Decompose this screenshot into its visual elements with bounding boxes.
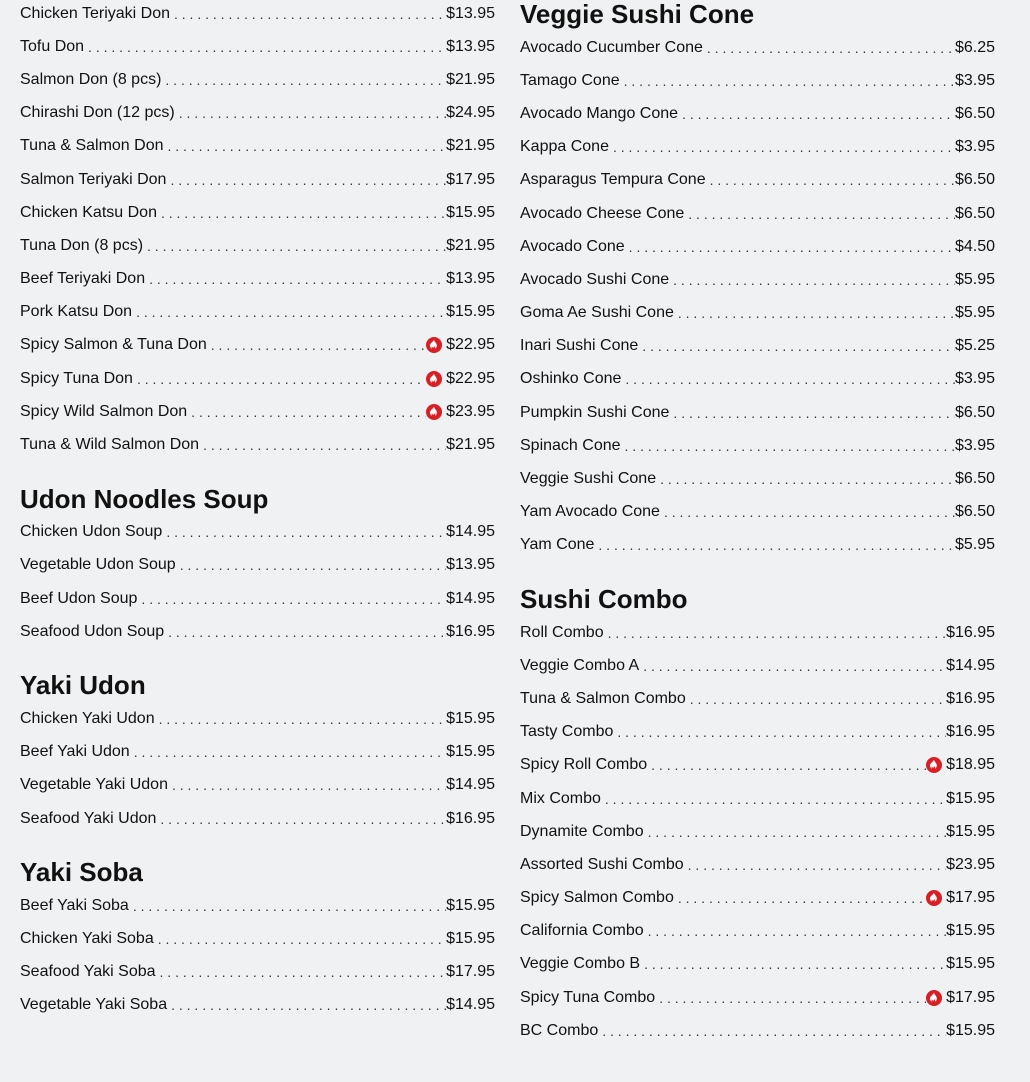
menu-item[interactable] [520, 948, 995, 981]
menu-item[interactable] [20, 196, 495, 229]
leader-dots [180, 555, 446, 575]
menu-item-price: $14.95 [446, 523, 495, 541]
menu-item-price: $6.50 [954, 403, 995, 421]
leader-dots [170, 170, 446, 190]
menu-item[interactable] [20, 889, 495, 922]
menu-item[interactable] [20, 362, 495, 395]
menu-item-name: California Combo [520, 922, 644, 940]
menu-item[interactable] [520, 429, 995, 462]
menu-item-name: Yam Avocado Cone [520, 503, 660, 521]
leader-dots [203, 435, 446, 455]
menu-item[interactable] [20, 329, 495, 362]
flame-icon [926, 757, 942, 773]
flame-icon [426, 337, 442, 353]
menu-item[interactable] [520, 396, 995, 429]
leader-dots [174, 4, 446, 24]
section-title: Veggie Sushi Cone [520, 0, 755, 29]
menu-item-name: Beef Teriyaki Don [20, 270, 146, 288]
menu-item-name: Veggie Combo A [520, 656, 640, 674]
menu-item[interactable] [20, 922, 495, 955]
leader-dots [617, 722, 946, 742]
menu-section [20, 835, 495, 1022]
menu-item-price: $21.95 [446, 236, 495, 254]
menu-section [20, 648, 495, 835]
leader-dots [688, 204, 955, 224]
menu-item-price: $17.95 [446, 170, 495, 188]
menu-item-price: $15.95 [946, 922, 995, 940]
menu-item[interactable] [520, 363, 995, 396]
leader-dots [179, 103, 446, 123]
menu-item[interactable] [20, 615, 495, 648]
menu-item[interactable] [520, 230, 995, 263]
menu-item-name: Tuna & Salmon Don [20, 137, 164, 155]
menu-item-name: Seafood Yaki Udon [20, 809, 157, 827]
menu-item-name: Vegetable Yaki Soba [20, 996, 168, 1014]
menu-item[interactable] [520, 496, 995, 529]
menu-item-name: Spicy Tuna Don [20, 369, 133, 387]
menu-item-price: $16.95 [946, 723, 995, 741]
menu-item-price: $3.95 [954, 138, 995, 156]
menu-item[interactable] [20, 296, 495, 329]
leader-dots [673, 403, 955, 423]
menu-item[interactable] [520, 462, 995, 495]
leader-dots [166, 522, 446, 542]
menu-item-price: $3.95 [954, 71, 995, 89]
leader-dots [141, 589, 446, 609]
menu-item-price: $3.95 [954, 370, 995, 388]
menu-item-name: Tasty Combo [520, 723, 614, 741]
leader-dots [710, 170, 955, 190]
section-title: Yaki Udon [20, 670, 146, 701]
leader-dots [660, 469, 955, 489]
menu-item-name: Chirashi Don (12 pcs) [20, 104, 175, 122]
menu-item-price: $15.95 [946, 1021, 995, 1039]
menu-item-name: Inari Sushi Cone [520, 337, 639, 355]
menu-item-name: Chicken Yaki Udon [20, 709, 155, 727]
leader-dots [158, 929, 446, 949]
leader-dots [682, 104, 955, 124]
menu-item[interactable] [520, 330, 995, 363]
menu-item-name: Kappa Cone [520, 138, 609, 156]
menu-item[interactable] [520, 1014, 995, 1047]
menu-item-price: $17.95 [446, 963, 495, 981]
menu-section [20, 462, 495, 649]
menu-item-price: $21.95 [446, 70, 495, 88]
leader-dots [643, 656, 946, 676]
menu-item[interactable] [20, 395, 495, 428]
menu-item[interactable] [20, 769, 495, 802]
menu-item-price: $4.50 [954, 237, 995, 255]
menu-item-price: $18.95 [946, 756, 995, 774]
menu-item-name: Tuna & Salmon Combo [520, 689, 686, 707]
menu-item-name: Goma Ae Sushi Cone [520, 304, 674, 322]
menu-item[interactable] [520, 882, 995, 915]
menu-item-name: Veggie Combo B [520, 955, 641, 973]
menu-item[interactable] [520, 97, 995, 130]
menu-item-price: $15.95 [446, 203, 495, 221]
menu-item-price: $6.50 [954, 171, 995, 189]
leader-dots [625, 369, 955, 389]
menu-item-price: $6.50 [954, 503, 995, 521]
menu-item[interactable] [520, 815, 995, 848]
menu-item-price: $3.95 [954, 436, 995, 454]
leader-dots [167, 136, 446, 156]
menu-section [20, 0, 495, 462]
section-gap [20, 835, 495, 855]
menu-item[interactable] [520, 915, 995, 948]
menu-item-price: $23.95 [446, 402, 495, 420]
menu-item-price: $13.95 [446, 4, 495, 22]
menu-item-name: Salmon Teriyaki Don [20, 170, 167, 188]
menu-item[interactable] [20, 130, 495, 163]
flame-icon [926, 990, 942, 1006]
menu-item-name: Yam Cone [520, 536, 595, 554]
menu-item[interactable] [520, 197, 995, 230]
menu-item-name: Spicy Salmon & Tuna Don [20, 336, 207, 354]
menu-item-price: $5.95 [954, 536, 995, 554]
menu-item[interactable] [520, 649, 995, 682]
menu-item-price: $21.95 [446, 137, 495, 155]
menu-item-price: $17.95 [946, 889, 995, 907]
menu-item-name: Chicken Teriyaki Don [20, 4, 170, 22]
menu-item-name: Dynamite Combo [520, 822, 644, 840]
menu-item-price: $16.95 [446, 809, 495, 827]
leader-dots [134, 742, 446, 762]
menu-item-price: $16.95 [946, 623, 995, 641]
menu-item[interactable] [20, 263, 495, 296]
menu-item-name: Tofu Don [20, 37, 85, 55]
menu-item-price: $6.50 [954, 204, 995, 222]
menu-item-price: $16.95 [446, 622, 495, 640]
menu-item-name: Seafood Yaki Soba [20, 963, 156, 981]
menu-item-price: $5.95 [954, 270, 995, 288]
menu-item-name: Seafood Udon Soup [20, 622, 165, 640]
leader-dots [136, 302, 446, 322]
section-gap [520, 562, 995, 582]
menu-item-name: Chicken Yaki Soba [20, 929, 154, 947]
leader-dots [673, 270, 955, 290]
section-title: Sushi Combo [520, 584, 688, 614]
menu-item-name: Asparagus Tempura Cone [520, 171, 706, 189]
menu-item-price: $15.95 [446, 709, 495, 727]
menu-item-name: Roll Combo [520, 623, 604, 641]
leader-dots [613, 137, 955, 157]
menu-column-right [520, 0, 995, 1047]
menu-item[interactable] [20, 0, 495, 30]
leader-dots [165, 70, 446, 90]
menu-item-name: Spicy Roll Combo [520, 756, 648, 774]
menu-item-price: $14.95 [446, 776, 495, 794]
leader-dots [608, 623, 946, 643]
menu-item-name: Assorted Sushi Combo [520, 855, 684, 873]
leader-dots [598, 535, 955, 555]
menu-item[interactable] [520, 131, 995, 164]
menu-item-name: Beef Yaki Soba [20, 896, 129, 914]
leader-dots [629, 237, 955, 257]
menu-item-name: Salmon Don (8 pcs) [20, 70, 162, 88]
leader-dots [690, 689, 946, 709]
menu-item-name: Tuna Don (8 pcs) [20, 236, 144, 254]
menu-item-name: Avocado Mango Cone [520, 104, 679, 122]
leader-dots [648, 822, 946, 842]
menu-item[interactable] [520, 297, 995, 330]
leader-dots [147, 236, 446, 256]
menu-item-price: $6.50 [954, 104, 995, 122]
menu-item-name: Tuna & Wild Salmon Don [20, 436, 200, 454]
leader-dots [168, 622, 446, 642]
menu-item-name: Tamago Cone [520, 71, 620, 89]
flame-icon [426, 404, 442, 420]
menu-item-price: $15.95 [946, 822, 995, 840]
menu-item-name: Beef Udon Soup [20, 589, 138, 607]
leader-dots [624, 71, 955, 91]
menu-item-name: Spicy Tuna Combo [520, 988, 656, 1006]
menu-item[interactable] [20, 802, 495, 835]
menu-item-price: $5.25 [954, 337, 995, 355]
menu-item-price: $15.95 [446, 303, 495, 321]
menu-item-price: $5.95 [954, 304, 995, 322]
menu-item-name: Spicy Salmon Combo [520, 889, 674, 907]
leader-dots [642, 336, 955, 356]
menu-item-price: $14.95 [446, 996, 495, 1014]
menu-item-price: $14.95 [446, 589, 495, 607]
leader-dots [688, 855, 946, 875]
section-gap [20, 462, 495, 482]
section-title: Yaki Soba [20, 857, 143, 888]
menu-item[interactable] [20, 736, 495, 769]
menu-section [520, 0, 995, 562]
menu-item-name: Vegetable Yaki Udon [20, 776, 168, 794]
menu-item-name: Vegetable Udon Soup [20, 556, 176, 574]
menu-item[interactable] [520, 529, 995, 562]
menu-item-price: $22.95 [446, 369, 495, 387]
section-title: Udon Noodles Soup [20, 483, 269, 514]
leader-dots [161, 203, 446, 223]
menu-item-price: $15.95 [446, 929, 495, 947]
menu-item[interactable] [20, 229, 495, 262]
menu-item-price: $13.95 [446, 270, 495, 288]
menu-item[interactable] [20, 63, 495, 96]
menu-item[interactable] [520, 782, 995, 815]
menu-item-name: Avocado Sushi Cone [520, 270, 670, 288]
menu-item[interactable] [520, 263, 995, 296]
leader-dots [664, 502, 955, 522]
menu-item-name: BC Combo [520, 1021, 599, 1039]
leader-dots [707, 38, 955, 58]
menu-item-price: $21.95 [446, 436, 495, 454]
menu-item-price: $15.95 [946, 789, 995, 807]
menu-item[interactable] [520, 682, 995, 715]
menu-item-price: $24.95 [446, 104, 495, 122]
menu-item[interactable] [20, 582, 495, 615]
menu-item-name: Avocado Cheese Cone [520, 204, 685, 222]
menu-item-price: $13.95 [446, 556, 495, 574]
menu-item-name: Oshinko Cone [520, 370, 622, 388]
menu-item-name: Avocado Cone [520, 237, 625, 255]
menu-item-price: $15.95 [446, 743, 495, 761]
menu-item[interactable] [20, 956, 495, 989]
menu-item[interactable] [520, 848, 995, 881]
menu-item-name: Chicken Katsu Don [20, 203, 157, 221]
flame-icon [426, 371, 442, 387]
menu-item[interactable] [20, 549, 495, 582]
section-gap [20, 648, 495, 668]
leader-dots [625, 436, 955, 456]
menu-item-price: $6.25 [954, 38, 995, 56]
menu-item-price: $14.95 [946, 656, 995, 674]
leader-dots [211, 335, 426, 355]
leader-dots [648, 921, 946, 941]
menu-item[interactable] [520, 64, 995, 97]
menu-item-name: Pork Katsu Don [20, 303, 133, 321]
leader-dots [149, 269, 446, 289]
menu-item-name: Veggie Sushi Cone [520, 470, 657, 488]
menu-item[interactable] [520, 749, 995, 782]
menu-item[interactable] [20, 702, 495, 735]
menu-item-price: $15.95 [446, 896, 495, 914]
menu-item[interactable] [20, 97, 495, 130]
menu-section [520, 562, 995, 1047]
menu-item[interactable] [520, 716, 995, 749]
menu-item[interactable] [520, 164, 995, 197]
menu-item-price: $22.95 [446, 336, 495, 354]
menu-item[interactable] [520, 616, 995, 649]
menu-item-name: Chicken Udon Soup [20, 523, 163, 541]
menu-item[interactable] [520, 981, 995, 1014]
leader-dots [172, 775, 446, 795]
leader-dots [160, 809, 446, 829]
menu-item-name: Mix Combo [520, 789, 601, 807]
menu-column-left [20, 0, 495, 1022]
menu-item-price: $6.50 [954, 470, 995, 488]
leader-dots [160, 962, 447, 982]
menu-item-name: Spinach Cone [520, 436, 621, 454]
leader-dots [171, 995, 446, 1015]
leader-dots [678, 303, 955, 323]
leader-dots [659, 988, 926, 1008]
leader-dots [678, 888, 926, 908]
leader-dots [605, 789, 946, 809]
menu-item[interactable] [520, 31, 995, 64]
leader-dots [137, 369, 426, 389]
menu-item[interactable] [20, 516, 495, 549]
menu-item-name: Spicy Wild Salmon Don [20, 402, 188, 420]
leader-dots [602, 1021, 946, 1041]
leader-dots [651, 755, 926, 775]
leader-dots [159, 709, 446, 729]
menu-item-name: Avocado Cucumber Cone [520, 38, 703, 56]
leader-dots [644, 954, 946, 974]
leader-dots [191, 402, 426, 422]
menu-item[interactable] [20, 428, 495, 461]
menu-item-price: $17.95 [946, 988, 995, 1006]
menu-item-price: $15.95 [946, 955, 995, 973]
menu-item[interactable] [20, 163, 495, 196]
leader-dots [88, 37, 446, 57]
menu-item-name: Beef Yaki Udon [20, 743, 130, 761]
menu-item-price: $16.95 [946, 689, 995, 707]
leader-dots [133, 896, 446, 916]
flame-icon [926, 890, 942, 906]
menu-item[interactable] [20, 989, 495, 1022]
menu-item-price: $23.95 [946, 855, 995, 873]
menu-item[interactable] [20, 30, 495, 63]
menu-item-name: Pumpkin Sushi Cone [520, 403, 670, 421]
menu-item-price: $13.95 [446, 37, 495, 55]
